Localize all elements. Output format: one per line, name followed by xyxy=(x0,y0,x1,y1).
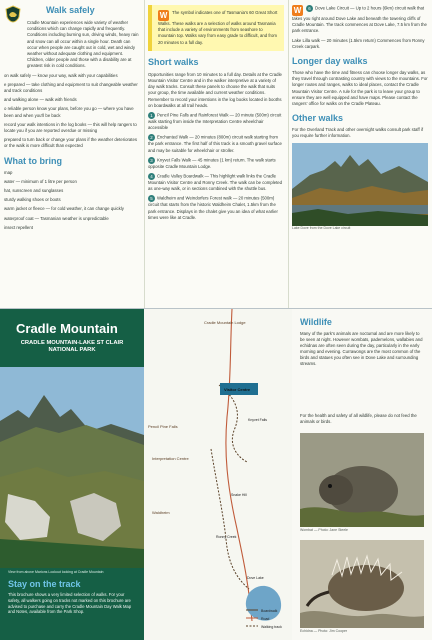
cradle-title-panel xyxy=(0,309,144,640)
dove-lake-caption: Lake Dove from the Dove Lake circuit xyxy=(292,225,351,230)
longer-day-walks-title: Longer day walks xyxy=(292,56,368,67)
walk-text: Knyvet Falls Walk — 45 minutes (1 km) return. The walk starts opposite Cradle Mountain Lodge. xyxy=(148,157,276,169)
cradle-mountain-photo xyxy=(0,367,144,568)
wildlife-feeding-note: For the health and safety of all wildlife, please do not feed the animals or birds. xyxy=(300,413,417,425)
map-label-snake-hill: Snake Hill xyxy=(231,493,247,497)
map-label-waldheim: Waldheim xyxy=(152,510,170,515)
walk-item xyxy=(148,134,284,153)
wildlife-text: Many of the park's animals are nocturnal and are more likely to be seen at night. However wombats, pademelons, wallabies and echidnas are often seen during the day, particularly in the early morning and evening. Currawongs are the most common of the birds and statues you often see in Dove Lake and surrounding streams. xyxy=(300,331,423,367)
national-park-subtitle: CRADLE MOUNTAIN-LAKE ST CLAIR NATIONAL PARK xyxy=(20,340,124,353)
walk-number: 2 xyxy=(148,134,155,141)
short-walks-intro: Opportunities range from 10 minutes to a full day. Details at the Cradle Mountain Visitor Centre and in the walker interpretive at a variety of day walk tracks. Consult these panels to choose the walk that suits your group, the time available and current weather conditions. Remember to record your intentions in the log books located in booths on boardwalks at all trail heads. xyxy=(148,71,282,108)
legend-road: Road xyxy=(261,617,270,621)
map-label-lodge: Cradle Mountain Lodge xyxy=(204,320,246,325)
echidna-photo xyxy=(300,540,424,628)
safety-item: on walk safely — know your way, walk with your capabilities xyxy=(4,72,118,78)
walk-item xyxy=(148,157,284,170)
map-label-interpretation: Interpretation Centre xyxy=(152,456,189,461)
bring-item: insect repellent xyxy=(4,224,33,230)
bring-item: water — minimum of 1 litre per person xyxy=(4,178,77,184)
dove-lake-text: Dove Lake Circuit — Up to 2 hours (6km) circuit walk that takes you right around Dove Lake and beneath the towering cliffs of Cradle Mountain. The track commences at Dove Lake, 7.5 km from the park entrance. xyxy=(292,5,427,34)
lake-lilla-walk: Lake Lilla walk — 20 minutes (1.5km return) Commences from Ronny Creek carpark. xyxy=(292,37,425,49)
stay-on-track-text: This brochure shows a very limited selection of walks. For your safety, all walkers going on tracks not marked on this brochure are advised to purchase and carry the Cradle Mountain Day Walk Map and Notes, available from the Park Shop. xyxy=(8,592,132,615)
short-walks-title: Short walks xyxy=(148,56,199,67)
wombat-caption: Wombat — Photo: Jane Steele xyxy=(300,528,348,532)
bring-item: hat, sunscreen and sunglasses xyxy=(4,188,64,194)
walk-text: Cradle Valley Boardwalk — This highlight walk links the Cradle Mountain Visitor Centre and Ronny Creek. The walk can be completed as one-way walk, or in sections combined with the shuttle bus. xyxy=(148,173,283,192)
longer-day-walks-text: Those who have the time and fitness can choose longer day walks, as they travel through contrasting country with views to the mountains. For longer routes and ranges, walks to ideal places, contact the Cradle Mountain Visitor Centre. A rule for the park is to leave your group to ensure they are well equipped and have maps. Please contact the rangers' office for walks on the Cradle Plateau. xyxy=(292,70,428,107)
wildlife-panel xyxy=(292,309,432,640)
longer-walks-section xyxy=(292,5,428,230)
fold-line xyxy=(144,0,145,308)
legend-boardwalk: Boardwalk xyxy=(261,609,278,613)
walk-number: 1 xyxy=(148,112,155,119)
walk-number: 3 xyxy=(148,157,155,164)
echidna-caption: Echidna — Photo: Jim Cooper xyxy=(300,629,348,633)
walk-map-svg xyxy=(144,309,292,640)
walk-item xyxy=(148,173,284,192)
other-walks-text: For the Overland Track and other overnight walks consult park staff if you require further information. xyxy=(292,127,424,139)
safety-item: record your walk intentions in the log books — this will help rangers to locate you if you are reported overdue or missing xyxy=(4,121,137,134)
walk-safely-intro: Cradle Mountain experiences wide variety of weather conditions which can change rapidly and frequently. Conditions including burning sun, driving winds, heavy rain and snow can all occur within a single hour. Death can occur when people are caught out in cold, wet and windy weather without adequate clothing and equipment. Children, older people and those with a disability are at greatest risk in cold conditions. xyxy=(27,20,139,69)
walk-text: Waldheim and Weindorfers Forest walk — 20 minutes (500m) circuit that starts from the historic Waldheim Chalet, 1.5km from the park entrance. Displays in the chalet give you an idea of what earlier times were like at Cradle. xyxy=(148,196,278,220)
walk-number: 5 xyxy=(148,195,155,202)
bring-item: sturdy walking shoes or boots xyxy=(4,197,61,203)
safety-item: o reliable person know your plans, before you go — where you have been and when you'll be back xyxy=(4,106,134,118)
fold-line xyxy=(288,0,289,308)
walk-number: 4 xyxy=(148,173,155,180)
what-to-bring-title: What to bring xyxy=(4,155,62,166)
wildlife-title: Wildlife xyxy=(300,317,332,327)
safety-item: and walking alone — walk with friends xyxy=(4,97,77,103)
other-walks-title: Other walks xyxy=(292,113,344,124)
brochure-top-spread xyxy=(0,0,432,308)
visitor-centre-label: Visitor Centre xyxy=(224,387,251,392)
great-short-walks-box xyxy=(148,5,284,51)
stay-on-track-title: Stay on the track xyxy=(8,579,81,589)
walk-item xyxy=(148,112,284,131)
map-label-pencil-pine: Pencil Pine Falls xyxy=(148,424,178,429)
walk-safely-title: Walk safely xyxy=(46,5,95,15)
walk-item xyxy=(148,195,284,221)
bring-item: waterproof coat — Tasmanian weather is unpredictable xyxy=(4,215,109,221)
brochure-bottom-spread xyxy=(0,309,432,640)
safety-item: prepared to turn back or change your plans if the weather deteriorates or the walk is more difficult than expected xyxy=(4,137,138,149)
safety-item: e prepared — take clothing and equipment to suit changeable weather and track conditions xyxy=(4,81,138,94)
walk-number: 6 xyxy=(306,5,313,12)
cradle-mountain-title: Cradle Mountain xyxy=(16,321,118,336)
legend-walking-track: Walking track xyxy=(261,625,282,629)
bring-item: warm jacket or fleece — for cold weather, it can change quickly xyxy=(4,206,124,212)
wombat-photo xyxy=(300,433,424,527)
short-walks-section xyxy=(148,5,284,224)
great-short-walk-icon: W xyxy=(293,6,302,15)
map-label-knyvet: Knyvet Falls xyxy=(248,418,268,422)
walk-map xyxy=(144,309,292,640)
cradle-photo-caption: View from above Marions Lookout looking at Cradle Mountain xyxy=(8,570,104,574)
walk-text: Pencil Pine Falls and Rainforest Walk — 20 minute (500m) circuit walk starting from inside the Interpretation Centre wheelchair accessible xyxy=(148,112,282,131)
great-short-walk-icon: W xyxy=(159,11,168,20)
walk-safely-section xyxy=(4,5,140,234)
great-short-walks-text: The symbol indicates one of Tasmania's 60 Great Short Walks. These walks are a selection of walks around Tasmania that include a variety of environments from seashore to mountain top. Walks vary from easy grade to difficult, and from 20 minutes to a full day. xyxy=(158,10,278,45)
dove-lake-circuit xyxy=(292,5,428,35)
bring-item: map xyxy=(4,169,13,175)
map-label-dove-lake: Dove Lake xyxy=(247,576,264,580)
dove-lake-photo xyxy=(292,143,428,226)
map-label-ronny-creek: Ronny Creek xyxy=(216,535,237,539)
walk-text: Enchanted Walk — 20 minutes (800m) circuit walk starting from the park entrance. The first half of this track is a smooth gravel surface and may be suitable for wheelchair or stroller. xyxy=(148,135,282,153)
tasmania-logo xyxy=(4,5,22,23)
